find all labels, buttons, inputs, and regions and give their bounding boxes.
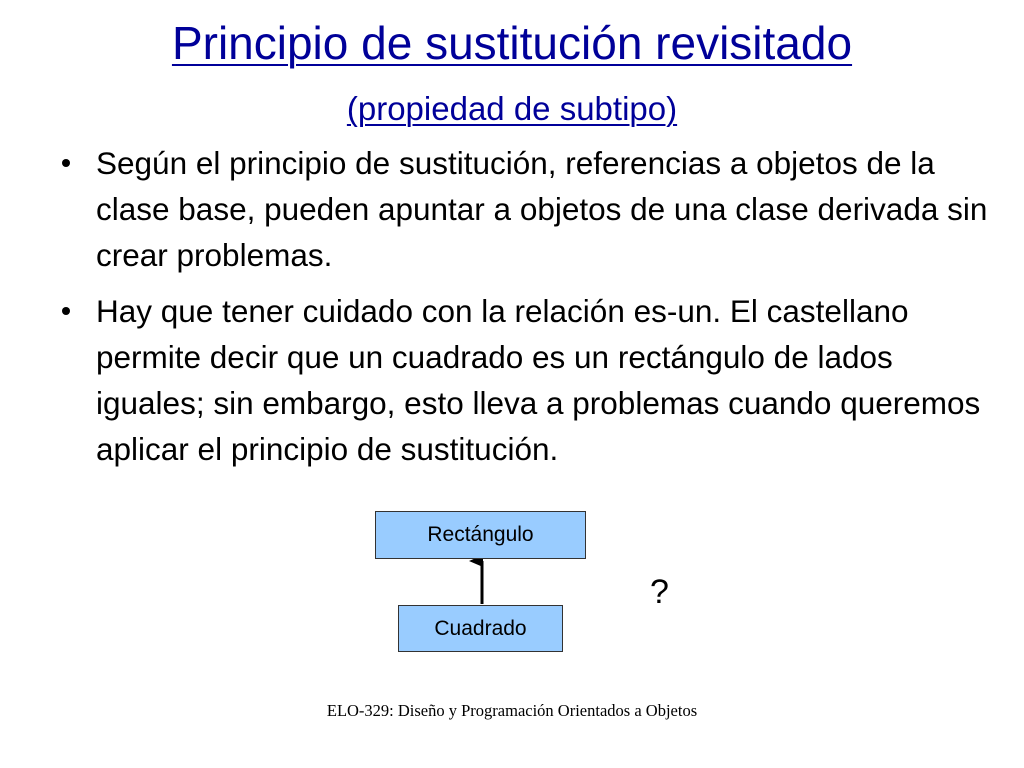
slide-subtitle: (propiedad de subtipo) (346, 90, 678, 127)
bullet-item (58, 140, 988, 278)
bullet-item (58, 288, 988, 472)
bullet-dot-icon (62, 159, 70, 167)
class-name-rectangulo: Rectángulo (427, 523, 534, 546)
bullet-dot-icon (62, 307, 70, 315)
slide-title: Principio de sustitución revisitado (171, 17, 853, 69)
bullet-list (58, 140, 988, 482)
bullet-text: Según el principio de sustitución, referencias a objetos de la clase base, pueden apuntar a objetos de una clase derivada sin crear problemas. (96, 145, 988, 273)
bullet-text: Hay que tener cuidado con la relación es-un. El castellano permite decir que un cuadrado es un rectángulo de lados iguales; sin embargo, esto lleva a problemas cuando queremos aplicar el principio de sustitución. (96, 293, 981, 467)
class-name-cuadrado: Cuadrado (434, 617, 527, 640)
class-box-cuadrado (398, 605, 563, 652)
slide-footer: ELO-329: Diseño y Programación Orientados a Objetos (326, 701, 698, 720)
question-mark: ? (650, 573, 669, 611)
class-box-rectangulo (375, 511, 586, 559)
